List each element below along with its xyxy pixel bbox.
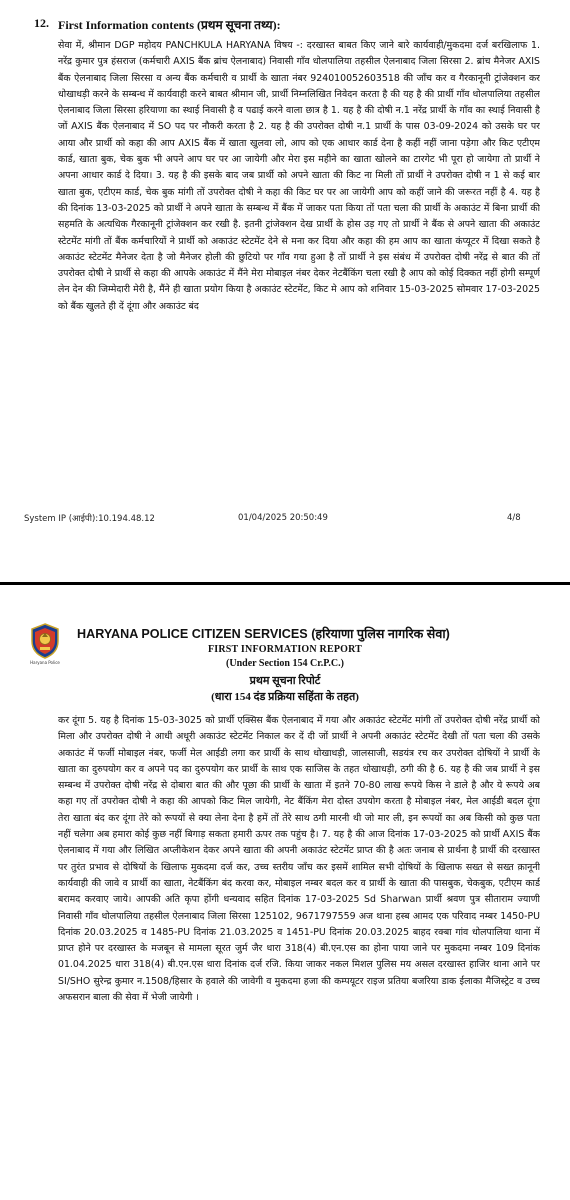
report-section: (Under Section 154 Cr.P.C.) (226, 658, 344, 669)
report-title-hindi: प्रथम सूचना रिपोर्ट (249, 675, 321, 687)
emblem-caption: Haryana Police (30, 660, 60, 665)
report-title: FIRST INFORMATION REPORT (207, 644, 363, 655)
section-title: First Information contents (प्रथम सूचना तथ्य): (58, 18, 281, 32)
first-information-text-continued: कर दूंगा 5. यह है दिनांक 15-03-3025 को प्रार्थी एक्सिस बैंक ऐलनाबाद में गया और अकाउंट स्टेटमेंट मांगी तों उपरोक्त दोषी नरेंद्र प्रार्थी को मिला और उपरोक्त दोषी ने आधी अधूरी अकाउंट स्टेटमेंट निकाल कर दें दी जों प्रार्थी ने अपनी अकाउंट स्टेटमेंट देखी तों पता चला की उसके अकाउंट में फर्जी मोबाइल नंबर, फर्जी मेल आईडी लगा कर प्रार्थी के साथ धोखाधड़ी, जालसाजी, सडयंत्र रच कर उपरोक्त दोषियों ने प्रार्थी के खाता का दुरुपयोग कर व अपने पद का दुरुपयोग कर प्रार्थी के साथ एक साजिस के तहत धोखाधड़ी, ठगी की है 6. यह है की जब प्रार्थी ने इस सम्बन्ध में उपरोक्त दोषी नरेंद्र से दोबारा बात की और पूछा की प्रार्थी के खाता में इतने 70-80 लाख रूपये किस ने डाले है और ये रूपये अब कहा गए तों उपरोक्त दोषी ने कहा की आपको किट मिल जायेगी, नेट बैंकिंग मेरा दोस्त उपयोग करता है मोबाइल नंबर, मेल आईडी बदल दूंगा तेरा खाता बंद कर दूंगा तेरे को रूपयों से क्या लेना देना है हमें तों तेरे साथ ठगी मारनी थी जो मार ली, इन रूपयों का अब किसी को कुछ पता नहीं चलेगा अब हमारा कोई कुछ नहीं बिगाड़ सकता हमारी ऊपर तक पहुंच है। 7. यह है की आज दिनांक 17-03-2025 को प्रार्थी AXIS बैंक ऐलनाबाद में गया और लिखित अप्लीकेशन देकर अपने खाता की अपनी अकाउंट स्टेटमेंट प्राप्त की है अतः जनाब से प्रार्थना है प्रार्थी की दरखास्त पर तुरंत प्रभाव से दोषियों के खिलाफ मुकदमा दर्ज कर, उच्च स्तरीय जाँच कर इसमें शामिल सभी दोषियों के खिलाफ सख्त से सख्त क़ानूनी कार्यवाही की जावे व प्रार्थी का खाता, नेटबैंकिंग बंद करवा कर, मोबाइल नम्बर बदल कर व प्रार्थी के खाता की पासबुक, चेकबुक, एटीएम कार्ड बरामद करवाए जाये। आपकी अति कृपा होंगी धन्यवाद सहित दिनांक 17-03-2025 Sd Sharwan प्रार्थी श्रवण पुत्र सीताराम ज्याणी निवासी गाँव धोलपालिया तहसील ऐलनाबाद जिला सिरसा 125102, 9671797559 अज थाना हस्ब आमद एक परिवाद नम्बर 1450-PU दिनांक 20.03.2025 व 1485-PU दिनांक 21.03.2025 व 1451-PU दिनांक 20.03.2025 बाहद रक्बा गांव धोलपालिया थाना में प्राप्त होने पर दरखास्त के मजबून से मामला सूरत जुर्म जैर धारा 318(4) बी.एन.एस का होना पाया जाने पर मुकदमा नम्बर 109 दिनांक 01.04.2025 धारा 318(4) बी.एन.एस धारा दिनांक दर्ज रजि. किया जाकर नकल मिशल पुलिस मय असल दरखास्त हाजिर थाना आने पर SI/SHO सुरेन्द्र कुमार न.1508/हिसार के हवाले की जावेगी व मुकदमा हजा की कम्पयूटर राइज प्रतिया बजरिया डाक ईलाका मैजिस्ट्रेट व उच्च अफसरान बाला की सेवा में भेजी जायेगी । (58, 715, 540, 1004)
fir-page-5 (0, 585, 570, 1200)
section-number: 12. (34, 16, 49, 30)
fir-page-4 (0, 0, 570, 582)
footer-page-number: 4/8 (507, 513, 521, 523)
footer-system-ip: System IP (आईपी):10.194.48.12 (24, 514, 155, 524)
first-information-text: सेवा में, श्रीमान DGP महोदय PANCHKULA HARYANA विषय -: दरखास्त बाबत किए जाने बारे कार्यवाही/मुकदमा दर्ज बरखिलाफ 1. नरेंद्र कुमार पुत्र हंसराज (कर्मचारी AXIS बैंक ब्रांच ऐलनाबाद) निवासी गाँव धोलपालिया तहसील ऐलनाबाद जिला सिरसा 2. ब्रांच मैनेजर AXIS बैंक ऐलनाबाद जिला सिरसा व अन्य बैंक कर्मचारी व प्रार्थी के खाता नंबर 924010052603518 की जाँच कर व गैरकानूनी ट्रांजेक्शन कर धोखाधड़ी करने के सम्बन्ध में कार्यवाही करने बाबत श्रीमान जी, प्रार्थी निम्नलिखित निवेदन करता है की यह है की प्रार्थी गाँव धोलपालिया तहसील ऐलनाबाद जिला सिरसा हरियाणा का स्थाई निवासी है व पढाई करने वाला छात्र है 1. यह है की दोषी न.1 नरेंद्र प्रार्थी के गाँव का स्थाई निवासी है जों AXIS बैंक ऐलनाबाद में SO पद पर नौकरी करता है 2. यह है की उपरोक्त दोषी न.1 प्रार्थी के पास 03-09-2024 को उसके घर पर आया और प्रार्थी को कहा की आप AXIS बैंक में खाता खुलवा लो, आप को एक आधार कार्ड देना है कहीं नहीं जाना पड़ेगा और किट एटीएम कार्ड, खाता बुक, चेक बुक भी अपने आप घर पर आ जायेगी और मेरा इस महीने का खाता खोलने का टारगेट भी पूरा हो जायेगा तो प्रार्थी ने अपना आधार कार्ड दे दिया। 3. यह है की इसके बाद जब प्रार्थी को अपने खाता की किट ना मिली तों प्रार्थी ने उपरोक्त दोषी न 1 से कई बार खाता बुक, एटीएम कार्ड, चेक बुक मांगी तों उपरोक्त दोषी ने कहा की किट घर पर आ जायेगी आप को कहीं जाने की जरूरत नहीं है 4. यह है की दिनांक 13-03-2025 को प्रार्थी ने अपने खाता के सम्बन्ध में बैंक में जाकर पता किया तों पता चला की प्रार्थी के अकाउंट में बिना प्रार्थी की सहमति के अत्यधिक गैरकानूनी ट्रांजेक्शन कर रखी है. इतनी ट्रांजेक्शन देख प्रार्थी के होस उड़ गए तो प्रार्थी ने बैंक से अपने खाता की अकाउंट स्टेटमेंट मांगी तों बैंक कर्मचारियों ने प्रार्थी को अकाउंट स्टेटमेंट देने से मना कर दिया और कहा की हम आप का खाता कंप्यूटर में दिखा सकते है अकाउंट स्टेटमेंट मैनेजर देता है जो मैनेजर होली की छुटियो पर गाँव गया हुआ है तों प्रार्थी ने इस संबंध में उपरोक्त दोषी नरेंद्र से बात की तों उपरोक्त दोषी ने प्रार्थी से कहा की आपके अकाउंट में मैंने मेरा मोबाइल नंबर देकर नेटबैंकिंग चला रखी है आप को कोई दिक्कत नहीं होगी सम्पूर्ण लेन देन की जिम्मेदारी मेरी है, मैंने ही खाता प्रयोग किया है अकाउंट स्टेटमेंट, किट मे आप को शनिवार 15-03-2025 सोमवार 17-03-2025 को बैंक खुलते ही दें दूंगा और अकाउंट बंद (58, 40, 540, 312)
report-section-hindi: (धारा 154 दंड प्रक्रिया सहिंता के तहत) (211, 691, 359, 703)
organization-name: HARYANA POLICE CITIZEN SERVICES (हरियाणा पुलिस नागरिक सेवा) (77, 627, 450, 641)
footer-timestamp: 01/04/2025 20:50:49 (238, 513, 328, 523)
